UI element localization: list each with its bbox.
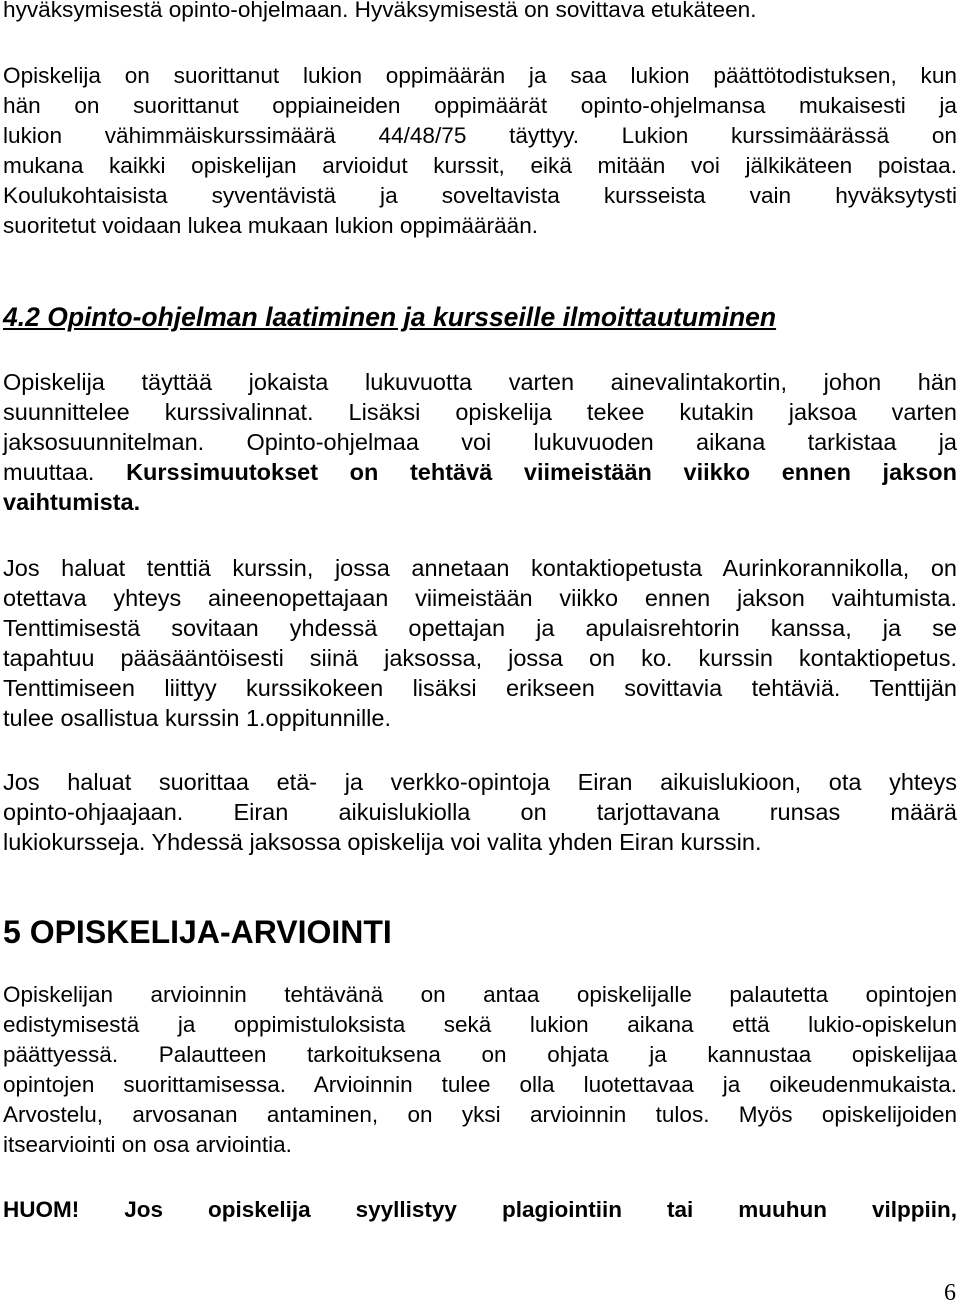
text-line: otettava yhteys aineenopettajaan viimeistään viikko ennen jakson vaihtumista. xyxy=(3,585,957,611)
text-line: Arvostelu, arvosanan antaminen, on yksi arvioinnin tulos. Myös opiskelijoiden xyxy=(3,1102,957,1127)
text-line: mukana kaikki opiskelijan arvioidut kurssit, eikä mitään voi jälkikäteen poistaa. xyxy=(3,153,957,178)
text-line: edistymisestä ja oppimistuloksista sekä lukion aikana että lukio-opiskelun xyxy=(3,1012,957,1037)
text-line: Jos haluat tenttiä kurssin, jossa annetaan kontaktiopetusta Aurinkorannikolla, on xyxy=(3,555,957,581)
text-line: Opiskelija on suorittanut lukion oppimäärän ja saa lukion päättötodistuksen, kun xyxy=(3,63,957,88)
text-line: itsearviointi on osa arviointia. xyxy=(3,1132,292,1157)
text-line: Opiskelijan arvioinnin tehtävänä on antaa opiskelijalle palautetta opintojen xyxy=(3,982,957,1007)
text-line: suunnittelee kurssivalinnat. Lisäksi opiskelija tekee kutakin jaksoa varten xyxy=(3,399,957,425)
page-number: 6 xyxy=(944,1280,956,1306)
text-line: Opiskelija täyttää jokaista lukuvuotta varten ainevalintakortin, johon hän xyxy=(3,369,957,395)
graduation-paragraph xyxy=(3,61,957,241)
text-line: päättyessä. Palautteen tarkoituksena on ohjata ja kannustaa opiskelijaa xyxy=(3,1042,957,1067)
text-line: lukiokursseja. Yhdessä jaksossa opiskelija voi valita yhden Eiran kurssin. xyxy=(3,829,762,855)
text-line xyxy=(3,457,957,487)
text-line: Tenttimisestä sovitaan yhdessä opettajan ja apulaisrehtorin kanssa, ja se xyxy=(3,615,957,641)
text-line: opintojen suorittamisessa. Arvioinnin tulee olla luotettavaa ja oikeudenmukaista. xyxy=(3,1072,957,1097)
text-line: jaksosuunnitelman. Opinto-ohjelmaa voi lukuvuoden aikana tarkistaa ja xyxy=(3,429,957,455)
text-line: tulee osallistua kurssin 1.oppitunnille. xyxy=(3,705,391,731)
distance-study-paragraph xyxy=(3,767,957,857)
text-line: Koulukohtaisista syventävistä ja soveltavista kursseista vain hyväksytysti xyxy=(3,183,957,208)
section-heading: 4.2 Opinto-ohjelman laatiminen ja kursseille ilmoittautuminen xyxy=(3,302,777,332)
text-line: Tenttimiseen liittyy kurssikokeen lisäksi erikseen sovittavia tehtäviä. Tenttijän xyxy=(3,675,957,701)
text-line: tapahtuu pääsääntöisesti siinä jaksossa, jossa on ko. kurssin kontaktiopetus. xyxy=(3,645,957,671)
plagiarism-notice xyxy=(3,1195,957,1225)
assessment-paragraph xyxy=(3,980,957,1160)
bold-notice: Kurssimuutokset on tehtävä viimeistään viikko ennen jakson xyxy=(126,459,957,485)
text-line: lukion vähimmäiskurssimäärä 44/48/75 täyttyy. Lukion kurssimäärässä on xyxy=(3,123,957,148)
intro-paragraph xyxy=(3,0,957,25)
chapter-heading: 5 OPISKELIJA-ARVIOINTI xyxy=(3,914,392,950)
bold-notice: vaihtumista. xyxy=(3,489,141,515)
text-segment: muuttaa. xyxy=(3,459,95,485)
text-line: Jos haluat suorittaa etä- ja verkko-opintoja Eiran aikuislukioon, ota yhteys xyxy=(3,769,957,795)
bold-notice: HUOM! Jos opiskelija syyllistyy plagiointiin tai muuhun vilppiin, xyxy=(3,1197,957,1222)
course-selection-paragraph xyxy=(3,367,957,517)
text-line: hyväksymisestä opinto-ohjelmaan. Hyväksymisestä on sovittava etukäteen. xyxy=(3,0,757,22)
text-line: suoritetut voidaan lukea mukaan lukion oppimäärään. xyxy=(3,213,539,238)
text-line: hän on suorittanut oppiaineiden oppimäärät opinto-ohjelmansa mukaisesti ja xyxy=(3,93,957,118)
text-line: opinto-ohjaajaan. Eiran aikuislukiolla on tarjottavana runsas määrä xyxy=(3,799,957,825)
exam-paragraph xyxy=(3,553,957,733)
